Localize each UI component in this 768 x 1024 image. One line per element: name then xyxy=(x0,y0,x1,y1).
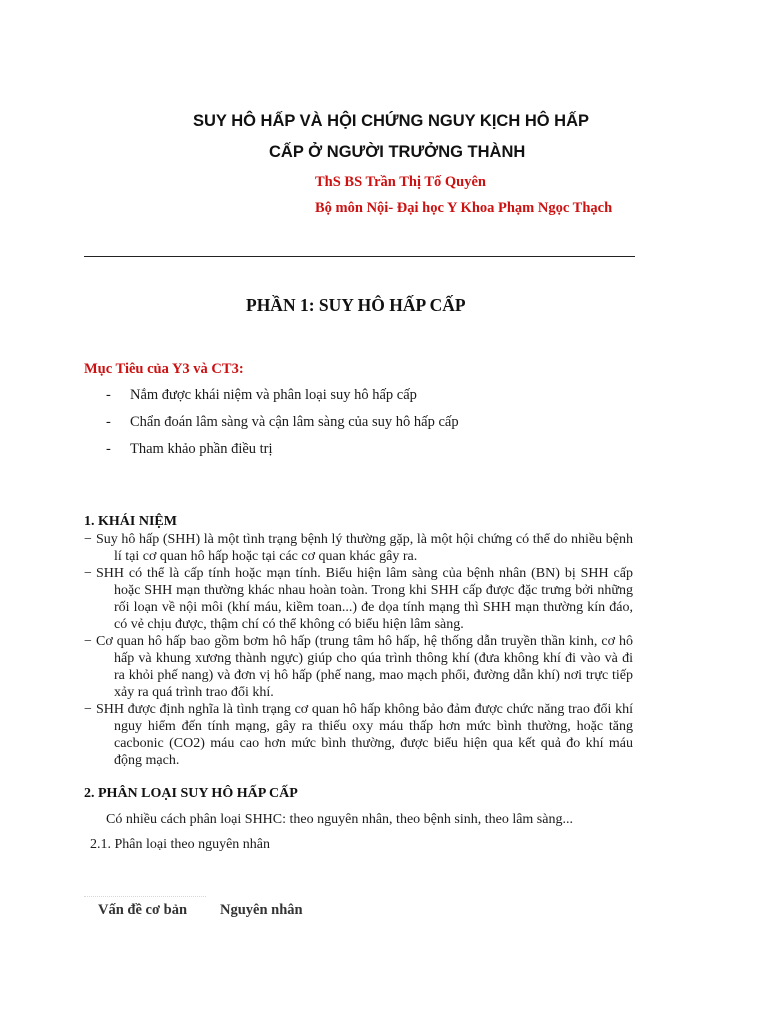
section-2-heading: 2. PHÂN LOẠI SUY HÔ HẤP CẤP xyxy=(84,786,298,801)
objective-item xyxy=(106,441,273,458)
document-title-line-1: SUY HÔ HẤP VÀ HỘI CHỨNG NGUY KỊCH HÔ HẤP xyxy=(193,112,589,130)
document-title-line-2: CẤP Ở NGƯỜI TRƯỞNG THÀNH xyxy=(269,143,526,161)
header-divider xyxy=(84,256,635,257)
section-2-intro: Có nhiều cách phân loại SHHC: theo nguyên nhân, theo bệnh sinh, theo lâm sàng... xyxy=(106,812,573,827)
objective-bullet: - xyxy=(106,387,111,403)
objective-text: Nắm được khái niệm và phân loại suy hô hấp cấp xyxy=(130,387,417,403)
section-1-paragraph xyxy=(84,565,633,633)
section-1-paragraph xyxy=(84,531,633,565)
objectives-title: Mục Tiêu của Y3 và CT3: xyxy=(84,361,244,377)
objective-bullet: - xyxy=(106,441,111,457)
section-2-subheading: 2.1. Phân loại theo nguyên nhân xyxy=(90,837,271,852)
section-1-paragraph xyxy=(84,633,633,701)
table-top-rule xyxy=(84,896,206,897)
paragraph-text: Suy hô hấp (SHH) là một tình trạng bệnh lý thường gặp, là một hội chứng có thể do nhiều bệnh lí tại cơ quan hô hấp hoặc tại các cơ quan khác gây ra. xyxy=(96,532,633,564)
section-1-paragraph xyxy=(84,701,633,769)
part-title: PHẦN 1: SUY HÔ HẤP CẤP xyxy=(246,295,466,315)
paragraph-bullet: − xyxy=(84,702,92,717)
author-name: ThS BS Trần Thị Tố Quyên xyxy=(315,174,486,190)
paragraph-text: SHH có thể là cấp tính hoặc mạn tính. Biểu hiện lâm sàng của bệnh nhân (BN) bị SHH cấp hoặc SHH mạn thường khác nhau hoàn toàn. Trong khi SHH cấp được đặc trưng bởi những rối loạn về nội môi (khí máu, kiềm toan...) đe dọa tính mạng thì SHH mạn thường kín đáo, có vẻ chịu được, thậm chí có thể không có biểu hiện lâm sàng. xyxy=(96,566,633,632)
section-1-heading: 1. KHÁI NIỆM xyxy=(84,514,177,529)
table-header-basic-issue: Vấn đề cơ bản xyxy=(98,902,188,918)
paragraph-text: SHH được định nghĩa là tình trạng cơ quan hô hấp không bảo đảm được chức năng trao đổi khí nguy hiểm đến tính mạng, gây ra thiếu oxy máu thấp hơn mức bình thường, hoặc tăng cacbonic (CO2) máu cao hơn mức bình thường, được biểu hiện qua kết quả đo khí máu động mạch. xyxy=(96,702,633,768)
paragraph-bullet: − xyxy=(84,634,92,649)
objective-text: Chẩn đoán lâm sàng và cận lâm sàng của suy hô hấp cấp xyxy=(130,414,459,430)
paragraph-bullet: − xyxy=(84,532,92,547)
table-header-cause: Nguyên nhân xyxy=(220,902,303,918)
objective-item xyxy=(106,387,417,404)
author-affiliation: Bộ môn Nội- Đại học Y Khoa Phạm Ngọc Thạch xyxy=(315,200,613,216)
paragraph-bullet: − xyxy=(84,566,92,581)
objective-bullet: - xyxy=(106,414,111,430)
objective-text: Tham khảo phần điều trị xyxy=(130,441,273,457)
paragraph-text: Cơ quan hô hấp bao gồm bơm hô hấp (trung tâm hô hấp, hệ thống dẫn truyền thần kinh, cơ hô hấp và khung xương thành ngực) giúp cho qúa trình thông khí (đưa không khí đi vào và đi ra khỏi phế nang) và đơn vị hô hấp (phế nang, mao mạch phổi, đường dẫn khí) nơi trực tiếp xảy ra quá trình trao đổi khí. xyxy=(96,634,633,700)
objective-item xyxy=(106,414,459,431)
